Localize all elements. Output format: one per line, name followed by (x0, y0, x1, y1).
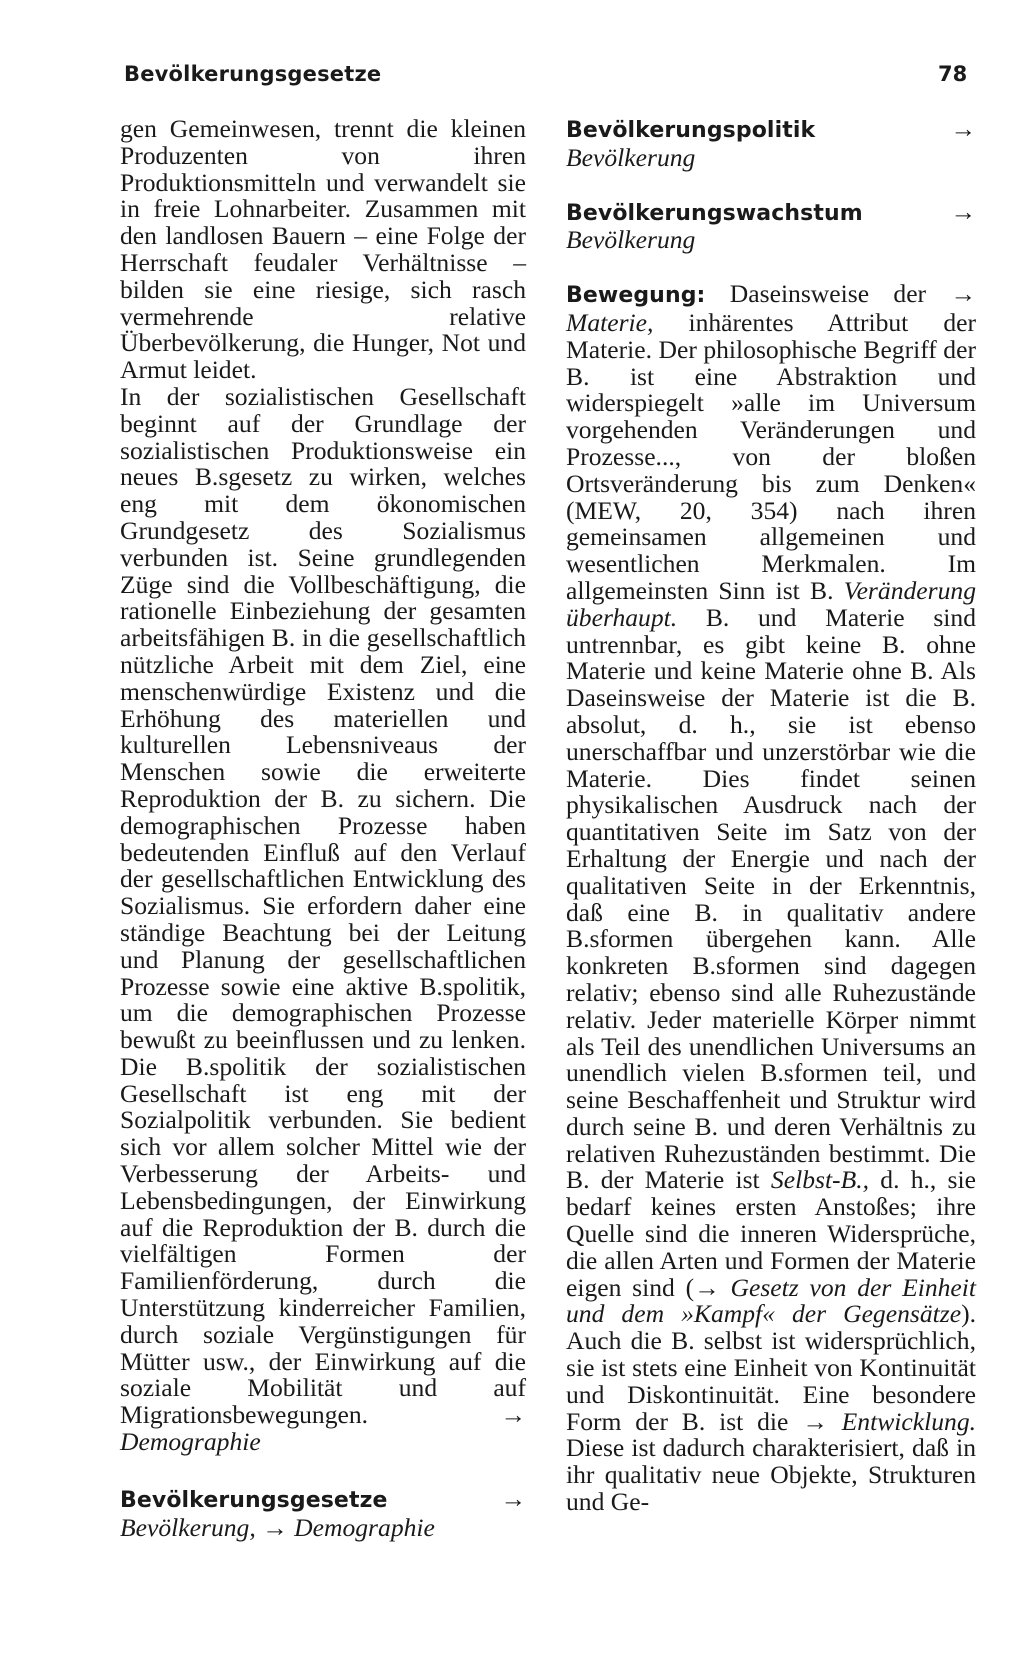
entry-keyword: Bevölkerungspolitik (566, 118, 816, 143)
emphasis-selbst-b: Selbst-B., (770, 1165, 870, 1195)
emphasis-veraenderung: Veränderung überhaupt. (566, 575, 976, 632)
cross-reference-arrow: → (500, 1400, 526, 1430)
left-column (120, 116, 526, 1541)
entry-text: B. und Materie sind untrennbar, es gibt keine B. ohne Materie und keine Materie ohne B. Als Daseinsweise der Materie ist die B. absolut, d. h., sie ist ebenso unerschaffbar und unzerstörbar wie die Materie. Dies findet seinen physikalischen Ausdruck nach der quantitativen Seite im Satz von der Erhaltung der Energie und nach der qualitativen Seite in der Erkenntnis, daß eine B. in qualitativ andere B.sformen übergehen kann. Alle konkreten B.sformen sind dagegen relativ; ebenso sind alle Ruhezustände relativ. Jeder materielle Körper nimmt als Teil des unendlichen Universums an unendlich vielen B.sformen teil, und seine Beschaffenheit und Struktur wird durch seine B. und deren Verhältnis zu relativen Ruhezuständen bestimmt. Die B. der Materie ist (566, 602, 976, 1195)
cross-reference-arrow: → (694, 1272, 720, 1302)
cross-reference-entwicklung[interactable]: Entwicklung. (841, 1406, 977, 1436)
entry-text: ). Auch die B. selbst ist widersprüchlich, sie ist stets eine Einheit von Kontinuität und Diskontinuität. Eine besondere Form der B. ist die (566, 1299, 976, 1436)
entry-text: Daseinsweise der (729, 279, 927, 309)
entry-bevoelkerungswachstum (566, 196, 976, 255)
cross-reference-arrow: → (950, 279, 977, 309)
right-column (566, 116, 976, 1516)
cross-reference-bevoelkerung[interactable]: Bevölkerung, (120, 1512, 256, 1542)
cross-reference-arrow: → (950, 196, 976, 226)
page-number: 78 (938, 62, 968, 86)
paragraph-socialist-society (120, 381, 526, 1457)
entry-bewegung (566, 281, 976, 1516)
running-head: Bevölkerungsgesetze (124, 62, 382, 86)
cross-reference-demographie[interactable]: Demographie (294, 1512, 435, 1542)
cross-reference-bevoelkerung[interactable]: Bevölkerung (566, 225, 696, 255)
cross-reference-gesetz-einheit[interactable]: Gesetz von der Einheit und dem »Kampf« der Gegensätze (566, 1272, 976, 1329)
cross-reference-arrow: → (262, 1512, 288, 1542)
paragraph-text: In der sozialistischen Gesellschaft beginnt auf der Grundlage der sozialistischen Produktionsweise ein neues B.sgesetz zu wirken, welches eng mit dem ökonomischen Grundgesetz des Sozialismus verbunden ist. Seine grundlegenden Züge sind die Vollbeschäftigung, die rationelle Einbeziehung der gesamten arbeitsfähigen B. in die gesellschaftlich nützliche Arbeit mit dem Ziel, eine menschenwürdige Existenz und die Erhöhung des materiellen und kulturellen Lebensniveaus der Menschen sowie die erweiterte Reproduktion der B. zu sichern. Die demographischen Prozesse haben bedeutenden Einfluß auf den Verlauf der gesellschaftlichen Entwicklung des Sozialismus. Sie erfordern daher eine ständige Beachtung bei der Leitung und Planung der gesellschaftlichen Prozesse sowie eine aktive B.spolitik, um die demographischen Prozesse bewußt zu beeinflussen und zu lenken. Die B.spolitik der sozialistischen Gesellschaft ist eng mit der Sozialpolitik verbunden. Sie bedient sich vor allem solcher Mittel wie der Verbesserung der Arbeits- und Lebensbedingungen, der Einwirkung auf die Reproduktion der B. durch die vielfältigen Formen der Familienförderung, durch die Unterstützung kinderreicher Familien, durch soziale Vergünstigungen für Mütter usw., der Einwirkung auf die soziale Mobilität und auf Migrationsbewegungen. (120, 381, 526, 1430)
entry-text: Diese ist dadurch charakterisiert, daß in ihr qualitativ neue Objekte, Strukturen und Ge- (566, 1433, 976, 1517)
entry-bevoelkerungspolitik (566, 116, 976, 172)
entry-keyword: Bevölkerungswachstum (566, 200, 863, 226)
cross-reference-demographie[interactable]: Demographie (120, 1427, 261, 1457)
entry-bevoelkerungsgesetze (120, 1483, 526, 1542)
cross-reference-materie[interactable]: Materie, (566, 307, 654, 337)
entry-keyword: Bewegung: (566, 283, 706, 309)
entry-text: d. h., sie bedarf keines ersten Anstoßes; ihre Quelle sind die inneren Widersprüche, die allen Arten und Formen der Materie eigen sind ( (566, 1165, 976, 1302)
cross-reference-bevoelkerung[interactable]: Bevölkerung (566, 142, 696, 172)
cross-reference-arrow: → (802, 1406, 828, 1436)
entry-text: inhärentes Attribut der Materie. Der philosophische Begriff der B. ist eine Abstraktion und widerspiegelt »alle im Universum vorgehenden Veränderungen und Prozesse..., von der bloßen Ortsveränderung bis zum Denken« (MEW, 20, 354) nach ihren gemeinsamen allgemeinen und wesentlichen Merkmalen. Im allgemeinsten Sinn ist B. (566, 307, 976, 605)
cross-reference-arrow: → (500, 1483, 526, 1513)
paragraph-continuation: gen Gemeinwesen, trennt die kleinen Produzenten von ihren Produktionsmitteln und verwandelt sie in freie Lohnarbeiter. Zusammen mit den landlosen Bauern – eine Folge der Herrschaft feudaler Verhältnisse – bilden sie eine riesige, sich rasch vermehrende relative Überbevölkerung, die Hunger, Not und Armut leidet. (120, 114, 526, 385)
cross-reference-arrow: → (950, 114, 976, 143)
entry-keyword: Bevölkerungsgesetze (120, 1487, 388, 1513)
